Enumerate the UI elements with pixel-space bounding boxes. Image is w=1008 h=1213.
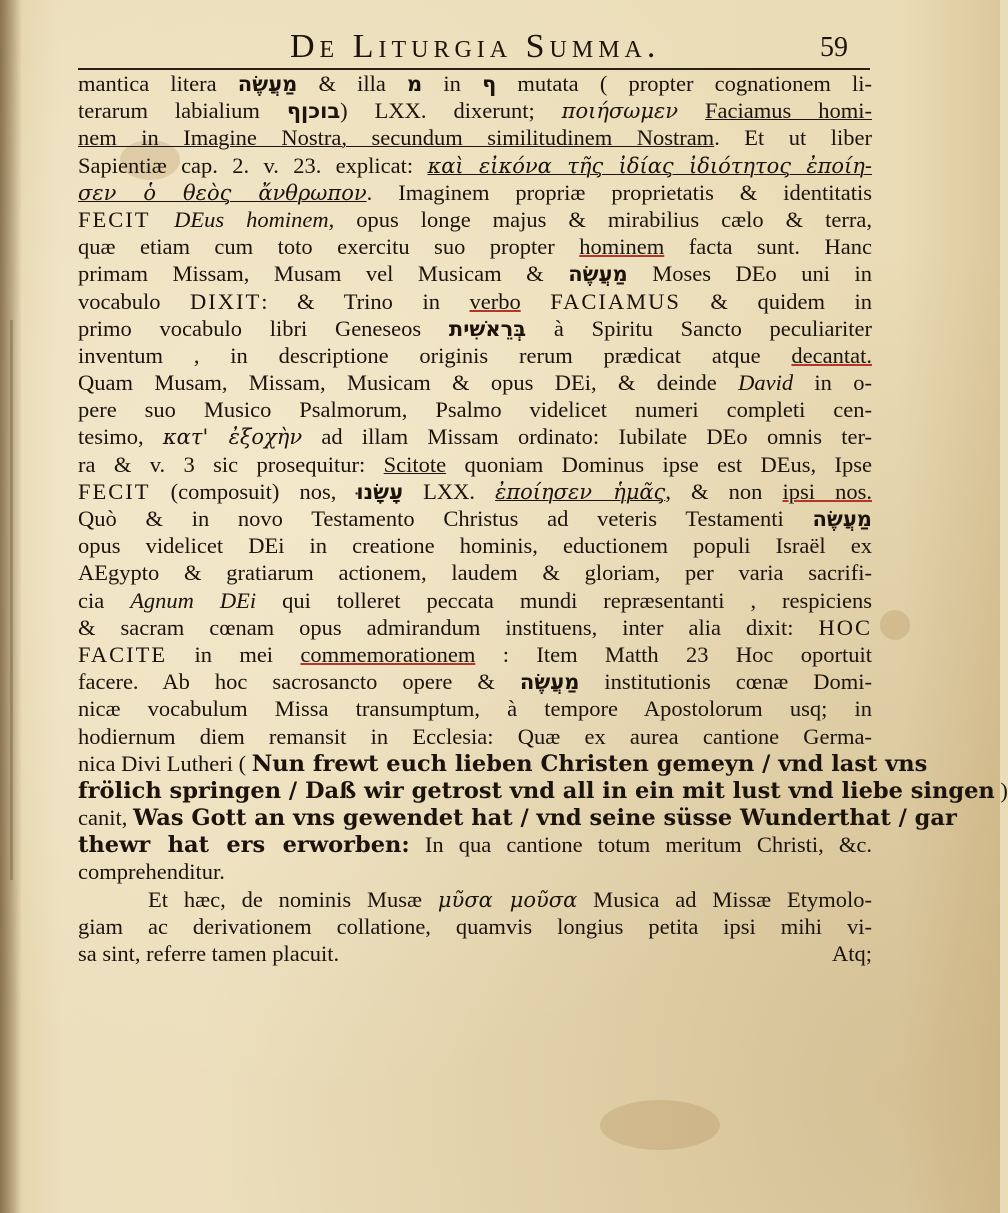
text-run: , & non (665, 478, 783, 504)
hebrew-word: מַעֲשֶׂה (237, 72, 298, 96)
greek-phrase: σεν ὁ θεὸς ἄνθρωπον (78, 180, 367, 205)
text-run: vocabulo (78, 288, 191, 314)
foxing-stain (600, 1100, 720, 1150)
greek-phrase: καὶ εἰκόνα τῆς ἰδίας ἰδιότητος ἐποίη- (427, 153, 872, 178)
text-run: Sapientiæ cap. 2. v. 23. explicat: (78, 152, 428, 178)
greek-phrase: κατ' ἐξοχὴν (162, 425, 303, 450)
text-run: , opus longe majus & mirabilius cælo & terra, (328, 206, 872, 232)
text-line (78, 97, 872, 124)
text-line (78, 532, 872, 559)
text-run: cia (78, 587, 131, 613)
styled-text-run: ipsi nos. (782, 478, 872, 504)
text-run: tesimo, (78, 424, 163, 450)
text-line (78, 913, 872, 940)
text-line (78, 369, 872, 396)
text-run: : Item Matth 23 Hoc oportuit (475, 641, 872, 667)
text-run: . Et ut liber (714, 125, 872, 151)
text-line (78, 451, 872, 478)
text-line (78, 342, 872, 369)
text-run: in mei (167, 641, 301, 667)
hebrew-word: ף (482, 72, 497, 96)
text-line (78, 587, 872, 614)
text-run: nica Divi Lutheri ( (78, 750, 252, 776)
text-run: comprehenditur. (78, 859, 225, 885)
text-run: ) (994, 777, 1008, 803)
fraktur-german-text: Was Gott an vns gewendet hat / vnd seine süsse Wunderthat / gar (132, 805, 957, 832)
styled-text-run: Agnum DEi (130, 587, 257, 613)
text-run: & sacram cœnam opus admirandum instituens, inter alia dixit: (78, 614, 819, 640)
fraktur-german-text: Nun frewt euch lieben Christen gemeyn / vnd last vns (251, 750, 928, 777)
margin-mark (10, 320, 13, 880)
text-run: qui tolleret peccata mundi repræsentanti , respiciens (256, 587, 872, 613)
text-run: . Imaginem propriæ proprietatis & identitatis (366, 179, 872, 205)
text-line (78, 668, 872, 695)
text-run: sa sint, referre tamen placuit. (78, 941, 340, 966)
styled-text-run: FECIT (78, 206, 175, 232)
styled-text-run: Faciamus homi- (705, 98, 872, 124)
styled-text-run: FACIAMUS (550, 288, 681, 314)
greek-phrase: ἐποίησεν ἡμᾶς (495, 479, 666, 504)
text-line (78, 614, 872, 641)
text-run: ad illam Missam ordinato: Iubilate DEo omnis ter- (302, 424, 872, 450)
text-run: facta sunt. Hanc (664, 234, 872, 260)
hebrew-word: ף (286, 99, 302, 124)
text-line (78, 152, 872, 179)
text-line (78, 179, 872, 206)
text-run: pere suo Musico Psalmorum, Psalmo videlicet numeri completi cen- (78, 397, 872, 423)
fraktur-german-text: frölich springen / Daß wir getrost vnd all in ein mit lust vnd liebe singen (78, 777, 995, 804)
styled-text-run: FACITE (78, 641, 168, 667)
text-line (78, 777, 1008, 804)
text-run: mantica litera (78, 71, 238, 96)
foxing-stain (880, 610, 910, 640)
text-run: LXX. (403, 478, 496, 504)
text-run: hodiernum diem remansit in Ecclesia: Quæ ex aurea cantione Germa- (78, 723, 872, 749)
styled-text-run: DEus hominem (174, 206, 329, 232)
text-run: in (422, 71, 483, 96)
text-line (78, 396, 872, 423)
text-run: quoniam Dominus ipse est DEus, Ipse (446, 451, 872, 477)
text-run: in o- (793, 370, 872, 396)
text-line (78, 858, 872, 885)
hebrew-word: מַעֲשֶׂה (568, 262, 628, 287)
text-line (78, 559, 872, 586)
text-line (78, 695, 872, 722)
hebrew-word: בְּרֵאשִׁית (448, 316, 527, 341)
text-line (78, 315, 872, 342)
text-run: (composuit) nos, (150, 478, 357, 504)
text-line (78, 260, 872, 287)
greek-phrase: ποιήσωμεν (561, 99, 679, 124)
styled-text-run: FECIT (78, 478, 151, 504)
text-run: canit, (78, 805, 133, 831)
text-run: à Spiritu Sancto peculiariter (526, 315, 872, 341)
text-run: quæ etiam cum toto exercitu suo propter (78, 234, 580, 260)
text-line (78, 641, 872, 668)
text-line (78, 478, 872, 505)
fraktur-german-text: thewr hat ers erworben: (78, 832, 410, 859)
styled-text-run: nem in Imagine Nostra, secundum similitudinem Nostram (78, 125, 715, 151)
text-run: ra & v. 3 sic prosequitur: (78, 451, 384, 477)
text-run: Musica ad Missæ Etymolo- (577, 886, 872, 912)
hebrew-word: מַעֲשֶׂה (812, 507, 872, 531)
text-run (521, 289, 551, 314)
hebrew-word: בוכן (301, 99, 341, 124)
hebrew-word: עָשָׂנוּ (356, 479, 404, 504)
text-line (78, 206, 872, 233)
catchword: Atq; (831, 941, 872, 966)
text-run: Et hæc, de nominis Musæ (148, 886, 438, 912)
text-line (78, 233, 872, 260)
styled-text-run: David (738, 370, 794, 396)
text-line (78, 70, 872, 97)
text-run: opus videlicet DEi in creatione hominis, eductionem populi Israël ex (78, 533, 872, 559)
text-line (78, 423, 872, 450)
text-run: nicæ vocabulum Missa transumptum, à tempore Apostolorum usq; in (78, 696, 872, 722)
text-line (78, 723, 872, 750)
text-run: facere. Ab hoc sacrosancto opere & (78, 669, 520, 695)
text-run: primam Missam, Musam vel Musicam & (78, 261, 569, 287)
styled-text-run: decantat. (791, 342, 872, 368)
text-run: primo vocabulo libri Geneseos (78, 315, 449, 341)
greek-phrase: μῦσα μοῦσα (437, 887, 578, 912)
page-header (70, 24, 870, 68)
text-line (78, 886, 872, 913)
styled-text-run: DIXIT (190, 288, 262, 314)
text-line (78, 831, 872, 858)
text-run: terarum labialium (78, 98, 287, 124)
text-run: inventum , in descriptione originis rerum prædicat atque (78, 342, 792, 368)
text-run: giam ac derivationem collatione, quamvis longius petita ipsi mihi vi- (78, 913, 872, 939)
text-run: & quidem in (680, 288, 872, 314)
styled-text-run: HOC (818, 614, 872, 640)
hebrew-word: מַעֲשֶׂה (519, 670, 580, 695)
page-number: 59 (820, 32, 848, 63)
text-run: AEgypto & gratiarum actionem, laudem & gloriam, per varia sacrifi- (78, 560, 872, 586)
text-line (78, 288, 872, 315)
body-text (78, 70, 1008, 967)
text-line (78, 124, 872, 151)
hebrew-word: מ (407, 72, 423, 96)
text-line (78, 505, 872, 532)
text-run: ) LXX. dixerunt; (340, 98, 562, 124)
text-run: In qua cantione totum meritum Christi, &c. (409, 832, 872, 858)
text-line (78, 804, 957, 832)
text-run: mutata ( propter cognationem li- (496, 71, 873, 96)
text-run: Quam Musam, Missam, Musicam & opus DEi, & deinde (78, 370, 739, 396)
text-run (678, 98, 705, 123)
running-head: De Liturgia Summa. (290, 28, 661, 65)
text-run: Quò & in novo Testamento Christus ad veteris Testamenti (78, 506, 813, 531)
text-run: : & Trino in (261, 288, 470, 314)
text-run: & illa (297, 71, 408, 96)
text-run: institutionis cœnæ Domi- (579, 669, 872, 695)
text-run: Moses DEo uni in (627, 261, 873, 287)
styled-text-run: hominem (579, 234, 665, 260)
styled-text-run: commemorationem (300, 641, 476, 667)
styled-text-run: verbo (469, 288, 521, 314)
styled-text-run: Scitote (383, 451, 447, 477)
text-line (78, 940, 872, 967)
text-line (78, 750, 928, 777)
